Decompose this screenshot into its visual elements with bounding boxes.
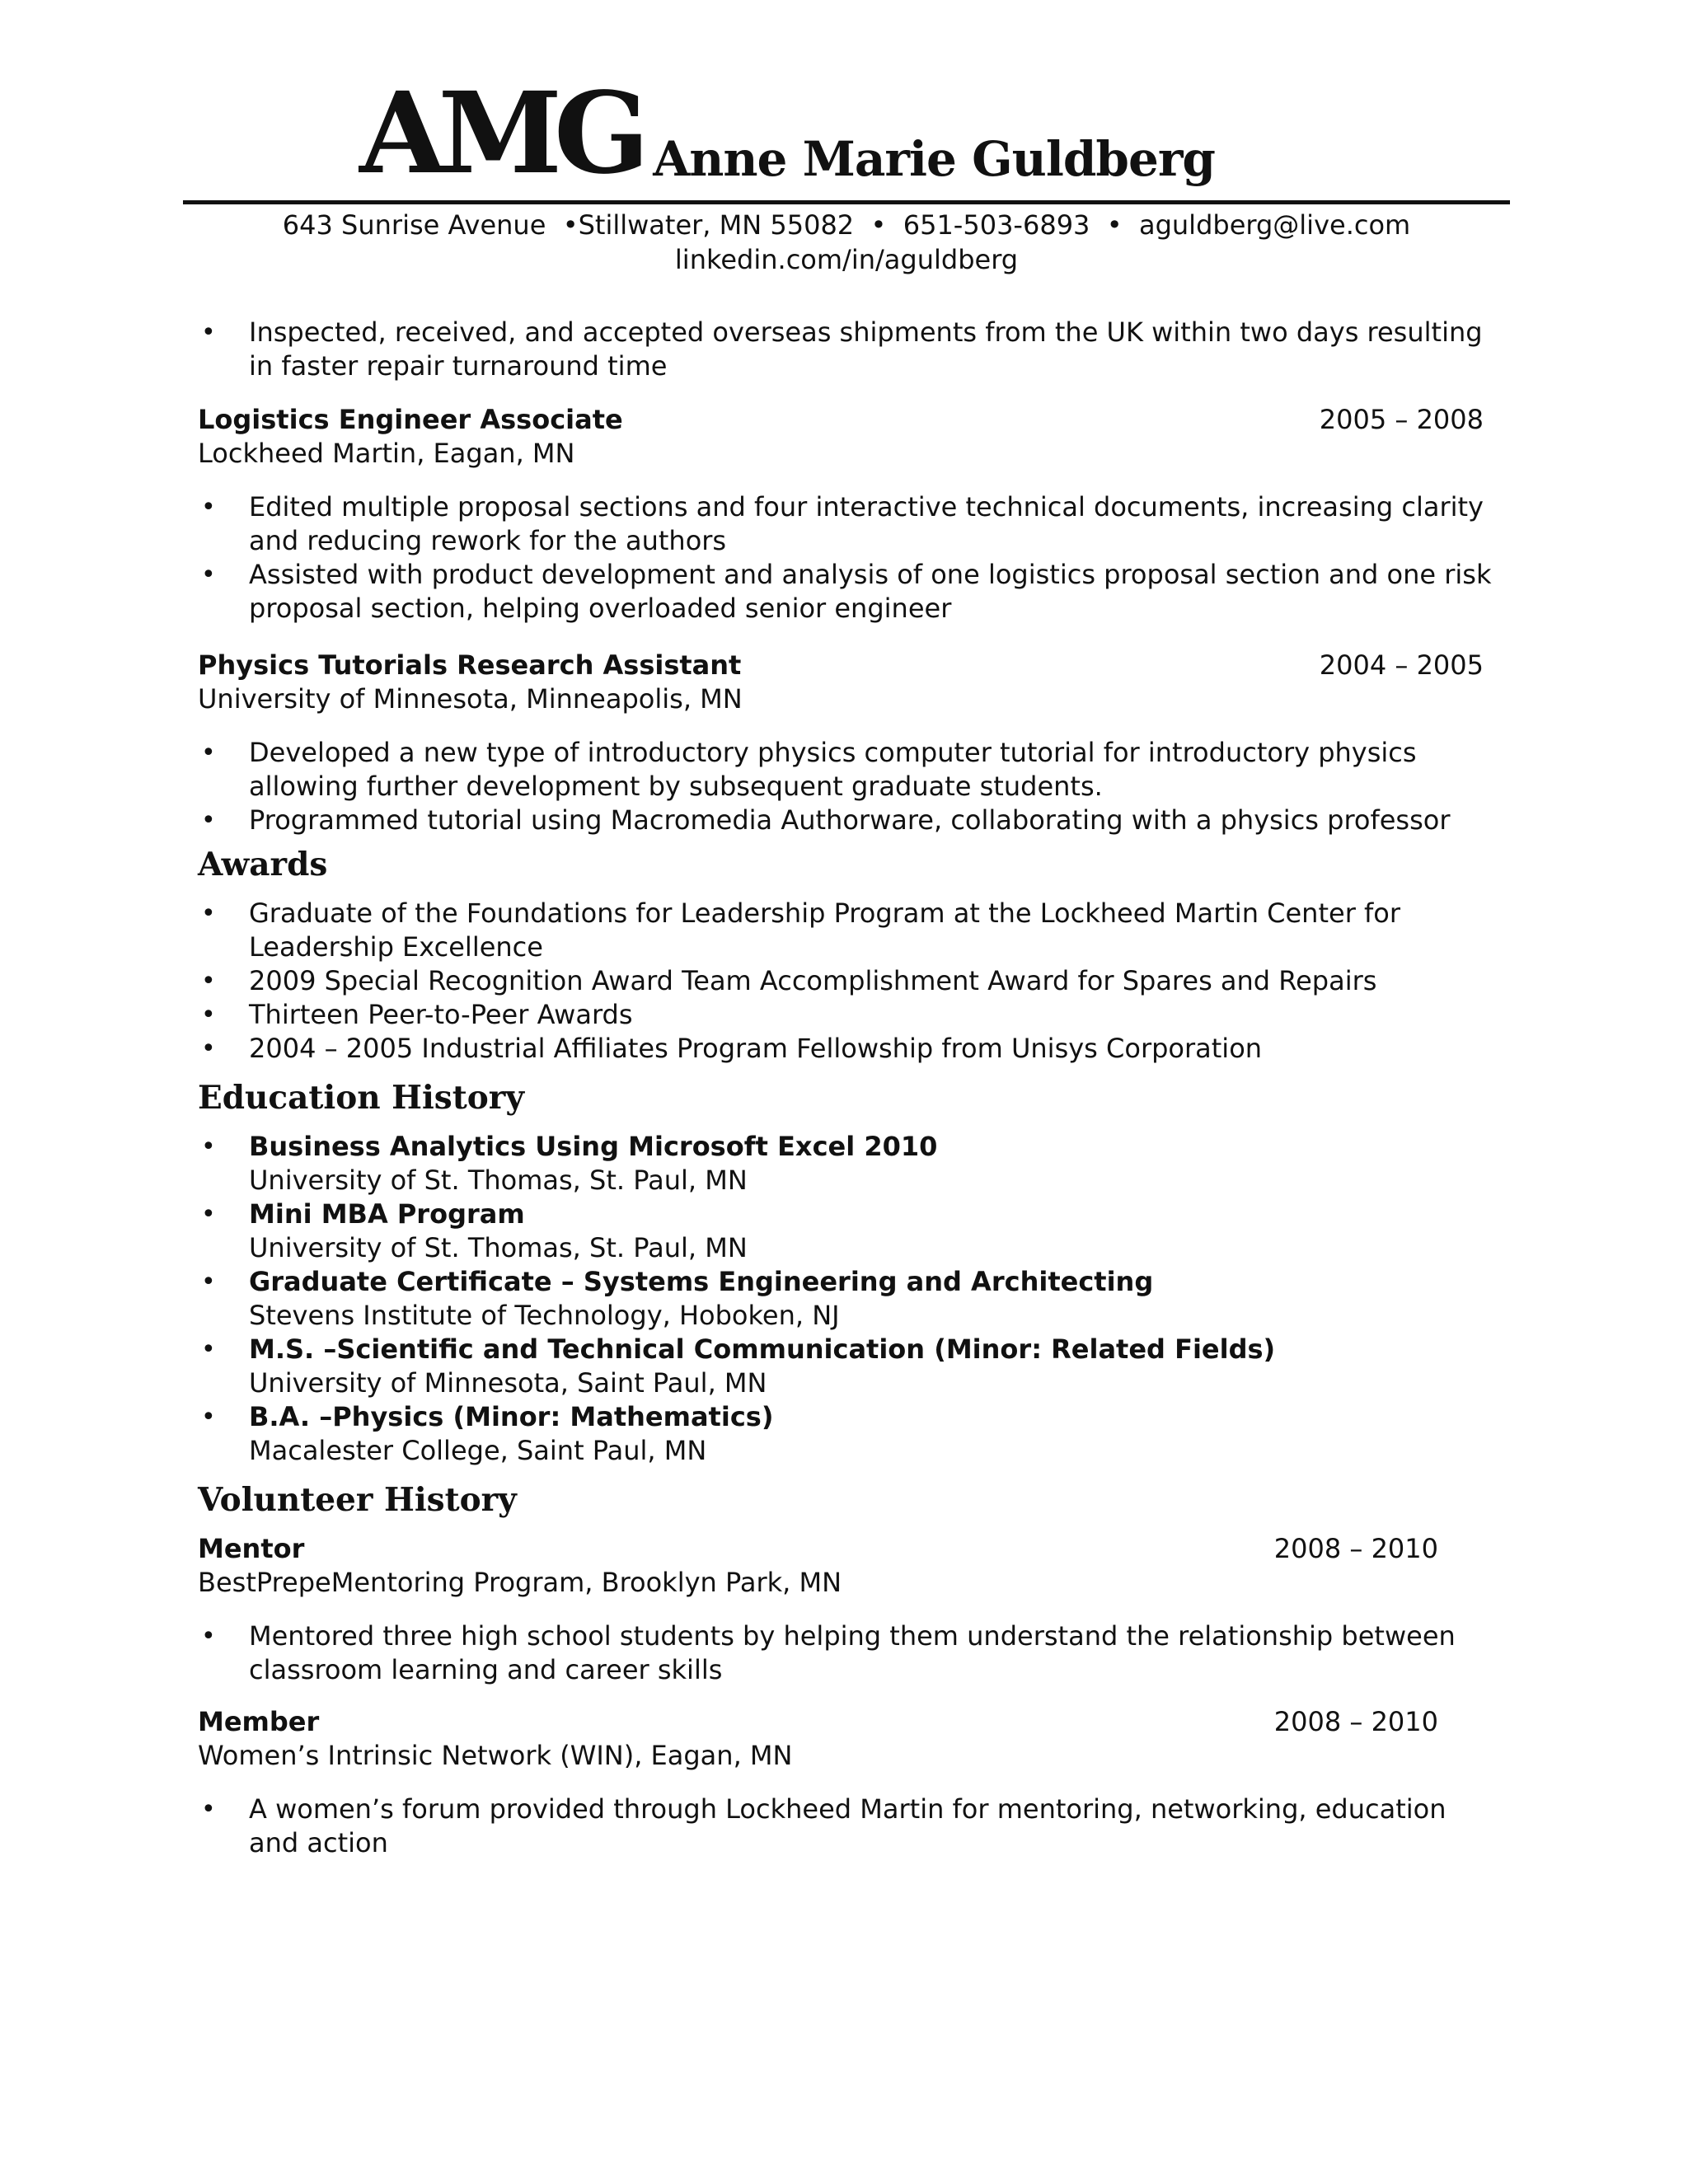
resume-body [198,316,1500,1860]
list-item: • Graduate Certificate – Systems Engineering and Architecting Stevens Institute of Technology, Hoboken, NJ [198,1265,1500,1333]
name-row [359,66,1215,199]
degree: M.S. –Scientific and Technical Communication (Minor: Related Fields) [249,1333,1276,1365]
separator: • [870,209,887,241]
list-item: • Thirteen Peer-to-Peer Awards [201,999,633,1030]
list-item: • 2004 – 2005 Industrial Affiliates Program Fellowship from Unisys Corporation [201,1033,1263,1064]
education-list [198,1130,1500,1468]
school: University of St. Thomas, St. Paul, MN [249,1165,748,1196]
job-bullets [198,490,1500,626]
role-bullets [198,1793,1500,1860]
city: •Stillwater, MN 55082 [562,209,855,241]
list-item: • M.S. –Scientific and Technical Communication (Minor: Related Fields) University of Minnesota, Saint Paul, MN [198,1333,1500,1400]
job-entry [198,403,1500,626]
header-divider [183,200,1510,204]
list-item: • Graduate of the Foundations for Leadership Program at the Lockheed Martin Center for Leadership Excellence [201,898,1401,963]
degree: Business Analytics Using Microsoft Excel 2010 [249,1131,938,1162]
role-bullets [198,1619,1500,1687]
list-item: • Programmed tutorial using Macromedia Authorware, collaborating with a physics professor [201,804,1451,836]
job-bullets [198,736,1500,837]
school: University of St. Thomas, St. Paul, MN [249,1232,748,1263]
role-title: Member [198,1706,320,1737]
list-item: • Business Analytics Using Microsoft Excel 2010 University of St. Thomas, St. Paul, MN [198,1130,1500,1197]
address: 643 Sunrise Avenue [282,209,546,241]
list-item: • Inspected, received, and accepted overseas shipments from the UK within two days resulting in faster repair turnaround time [201,316,1483,382]
job-title: Logistics Engineer Associate [198,404,623,435]
list-item: • Assisted with product development and analysis of one logistics proposal section and one risk proposal section, helping overloaded senior engineer [201,559,1492,624]
separator: • [1106,209,1123,241]
list-item: • A women’s forum provided through Lockheed Martin for mentoring, networking, education and action [201,1793,1447,1858]
contact-line-2 [183,242,1510,277]
role-title: Mentor [198,1533,305,1564]
contact-info [183,208,1510,277]
contact-line-1 [183,208,1510,242]
list-item: • 2009 Special Recognition Award Team Accomplishment Award for Spares and Repairs [201,965,1377,996]
degree: Mini MBA Program [249,1198,525,1230]
volunteer-entry [198,1705,1500,1860]
awards-list [198,897,1500,1066]
role-dates: 2008 – 2010 [1273,1533,1438,1564]
list-item: • B.A. –Physics (Minor: Mathematics) Macalester College, Saint Paul, MN [198,1400,1500,1468]
volunteer-entry [198,1532,1500,1687]
linkedin-link[interactable]: linkedin.com/in/aguldberg [674,244,1019,275]
list-item: • Mentored three high school students by helping them understand the relationship between classroom learning and career skills [201,1620,1456,1685]
school: University of Minnesota, Saint Paul, MN [249,1367,767,1399]
job-organization: Lockheed Martin, Eagan, MN [198,438,575,469]
role-organization: BestPrepeMentoring Program, Brooklyn Park, MN [198,1567,842,1598]
role-organization: Women’s Intrinsic Network (WIN), Eagan, MN [198,1740,793,1771]
job-dates: 2004 – 2005 [1319,649,1484,681]
school: Macalester College, Saint Paul, MN [249,1435,707,1466]
job-title: Physics Tutorials Research Assistant [198,649,742,681]
monogram: AMG [359,68,642,199]
role-dates: 2008 – 2010 [1273,1706,1438,1737]
phone: 651-503-6893 [903,209,1090,241]
list-item: • Developed a new type of introductory physics computer tutorial for introductory physics allowing further development by subsequent graduate students. [201,737,1417,802]
section-title-awards: Awards [198,846,328,883]
email-link[interactable]: aguldberg@live.com [1138,209,1411,241]
job-organization: University of Minnesota, Minneapolis, MN [198,683,743,715]
full-name: Anne Marie Guldberg [653,131,1215,187]
list-item: • Mini MBA Program University of St. Thomas, St. Paul, MN [198,1197,1500,1265]
section-title-volunteer: Volunteer History [198,1481,517,1519]
degree: Graduate Certificate – Systems Engineering and Architecting [249,1266,1154,1297]
degree: B.A. –Physics (Minor: Mathematics) [249,1401,774,1432]
school: Stevens Institute of Technology, Hoboken, NJ [249,1300,840,1331]
list-item: • Edited multiple proposal sections and four interactive technical documents, increasing clarity and reducing rework for the authors [201,491,1484,556]
job-entry [198,649,1500,837]
job-dates: 2005 – 2008 [1319,404,1484,435]
section-title-education: Education History [198,1079,524,1117]
continued-bullets [198,316,1500,383]
